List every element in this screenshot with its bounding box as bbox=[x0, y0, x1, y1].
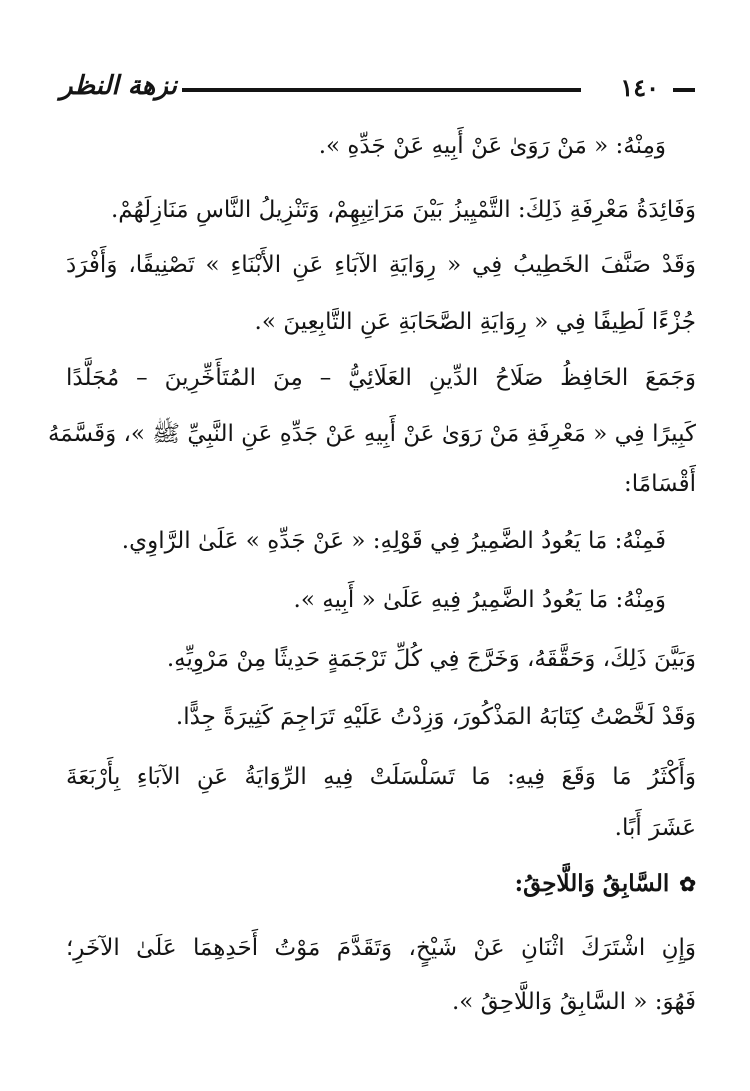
paragraph-line: وَأَكْثَرُ مَا وَقَعَ فِيهِ: مَا تَسَلْسَلَتْ فِيهِ الرِّوَايَةُ عَنِ الآبَاءِ بِأَرْبَعَةَ bbox=[66, 764, 696, 790]
paragraph-line: وَإِنِ اشْتَرَكَ اثْنَانِ عَنْ شَيْخٍ، وَتَقَدَّمَ مَوْتُ أَحَدِهِمَا عَلَىٰ الآخَرِ؛ bbox=[66, 935, 696, 961]
page-header bbox=[60, 66, 695, 110]
header-dash bbox=[673, 88, 695, 92]
paragraph-line: وَقَدْ لَخَّصْتُ كِتَابَهُ المَذْكُورَ، وَزِدْتُ عَلَيْهِ تَرَاجِمَ كَثِيرَةً جِدًّا. bbox=[175, 704, 696, 730]
section-heading bbox=[515, 864, 696, 904]
paragraph-line: وَمِنْهُ: « مَنْ رَوَىٰ عَنْ أَبِيهِ عَنْ جَدِّهِ ». bbox=[318, 133, 666, 159]
paragraph-line: وَفَائِدَةُ مَعْرِفَةِ ذَلِكَ: التَّمْيِيزُ بَيْنَ مَرَاتِبِهِمْ، وَتَنْزِيلُ النَّاسِ مَنَازِلَهُمْ. bbox=[110, 197, 696, 223]
paragraph-line: وَقَدْ صَنَّفَ الخَطِيبُ فِي « رِوَايَةِ الآبَاءِ عَنِ الأَبْنَاءِ » تَصْنِيفًا، وَأَفْرَدَ bbox=[66, 252, 696, 278]
page-number: ١٤٠ bbox=[620, 73, 659, 102]
paragraph-line: فَمِنْهُ: مَا يَعُودُ الضَّمِيرُ فِي قَوْلِهِ: « عَنْ جَدِّهِ » عَلَىٰ الرَّاوِي. bbox=[121, 528, 666, 554]
flower-ornament-icon: ✿ bbox=[679, 872, 696, 896]
section-heading-text: السَّابِقُ وَاللَّاحِقُ: bbox=[514, 870, 670, 897]
paragraph-line: وَجَمَعَ الحَافِظُ صَلَاحُ الدِّينِ العَلَائِيُّ – مِنَ المُتَأَخِّرِينَ – مُجَلَّدًا bbox=[66, 365, 696, 391]
header-rule bbox=[182, 88, 581, 92]
paragraph-line: فَهُوَ: « السَّابِقُ وَاللَّاحِقُ ». bbox=[451, 989, 696, 1015]
paragraph-line: وَمِنْهُ: مَا يَعُودُ الضَّمِيرُ فِيهِ عَلَىٰ « أَبِيهِ ». bbox=[293, 587, 666, 613]
paragraph-line: كَبِيرًا فِي « مَعْرِفَةِ مَنْ رَوَىٰ عَنْ أَبِيهِ عَنْ جَدِّهِ عَنِ النَّبِيِّ ﷺ »، وَقَسَّمَهُ bbox=[47, 421, 696, 447]
paragraph-line: جُزْءًا لَطِيفًا فِي « رِوَايَةِ الصَّحَابَةِ عَنِ التَّابِعِينَ ». bbox=[254, 309, 696, 335]
paragraph-line: وَبَيَّنَ ذَلِكَ، وَحَقَّقَهُ، وَخَرَّجَ فِي كُلِّ تَرْجَمَةٍ حَدِيثًا مِنْ مَرْوِيِّهِ. bbox=[166, 646, 696, 672]
paragraph-line: أَقْسَامًا: bbox=[624, 471, 696, 497]
paragraph-line: عَشَرَ أَبًا. bbox=[614, 815, 696, 841]
running-head-title: نزهة النظر bbox=[60, 71, 177, 101]
